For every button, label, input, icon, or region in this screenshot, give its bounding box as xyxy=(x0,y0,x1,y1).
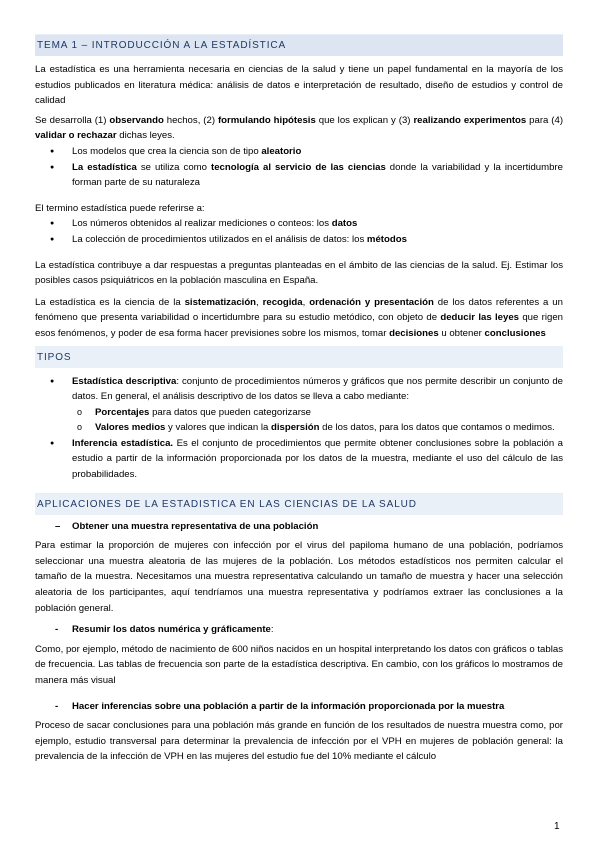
sample-paragraph: Para estimar la proporción de mujeres con infección por el virus del papiloma humano de una población, podríamos seleccionar una muestra aleatoria de las mujeres de la población. Los métodos estadísticos nos permiten calcular el tamaño de la muestra. Necesitamos una muestra representativa calculando un tamaño de muestra y hacer una selección aleatoria de los participantes, aquí tendríamos una muestra representativa y podríamos extraer las conclusiones a la población general. xyxy=(35,540,563,614)
term-paragraph: El termino estadística puede referirse a: xyxy=(35,202,205,214)
list-item: ● La colección de procedimientos utilizados en el análisis de datos: los métodos xyxy=(35,232,563,248)
application-heading: - Hacer inferencias sobre una población a partir de la información proporcionada por la muestra xyxy=(55,700,505,712)
types-bullet-list xyxy=(35,374,563,483)
intro-paragraph: La estadística es una herramienta necesaria en ciencias de la salud y tiene un papel fundamental en la mayoría de los estudios publicados en literatura médica: análisis de datos e interpretación de resultado, diseño de estudios y control de calidad xyxy=(35,64,563,107)
inference-paragraph: Proceso de sacar conclusiones para una población más grande en función de los resultados de nuestra muestra como, por ejemplo, estudio transversal para determinar la prevalencia de infección por el VPH en mujeres de población general: la prevalencia de la infección de VPH en las mujeres del estudio fue del 10% mediante el cálculo xyxy=(35,720,563,763)
descriptive-sub-list xyxy=(35,405,563,436)
list-item: ● La estadística se utiliza como tecnología al servicio de las ciencias donde la variabilidad y la incertidumbre forman parte de su naturaleza xyxy=(35,160,563,191)
list-item: ● Inferencia estadística. Es el conjunto de procedimientos que permite obtener conclusiones sobre la población a estudio a partir de la información proporcionada por los datos de la muestra, mediante el uso del cálculo de las probabilidades. xyxy=(35,436,563,483)
document-page xyxy=(35,34,563,765)
summary-paragraph: Como, por ejemplo, método de nacimiento de 600 niños nacidos en un hospital interpretando los datos con gráficos o tablas de frecuencia. Las tablas de frecuencia son parte de la estadística descriptiva. En cambio, con los gráficos lo mostramos de manera más visual xyxy=(35,643,563,686)
page-number: 1 xyxy=(554,821,560,832)
method-paragraph: Se desarrolla (1) observando hechos, (2) formulando hipótesis que los explican y (3) realizando experimentos para (4) validar o rechazar dichas leyes. xyxy=(35,114,564,142)
term-bullet-list xyxy=(35,216,563,247)
contribution-paragraph: La estadística contribuye a dar respuestas a preguntas planteadas en el ámbito de las ciencias de la salud. Ej. Estimar los posibles casos psiquiátricos en la población masculina en España. xyxy=(35,259,563,287)
list-item: ● Los modelos que crea la ciencia son de tipo aleatorio xyxy=(35,144,563,160)
list-item: o Porcentajes para datos que pueden categorizarse xyxy=(35,405,563,421)
section-header-tema1: TEMA 1 – INTRODUCCIÓN A LA ESTADÍSTICA xyxy=(35,34,563,56)
application-heading: - Resumir los datos numérica y gráficamente: xyxy=(55,624,274,636)
list-item: ● Los números obtenidos al realizar mediciones o conteos: los datos xyxy=(35,216,563,232)
list-item: ● Estadística descriptiva: conjunto de procedimientos números y gráficos que nos permite describir un conjunto de datos. En general, el análisis descriptivo de los datos se lleva a cabo mediante: o Porcentajes para datos que pueden categorizarse o Valores medios y valores que indican la dispersión de los datos, para los datos que contamos o medimos. xyxy=(35,374,563,436)
section-header-tipos: TIPOS xyxy=(35,346,563,368)
section-header-aplicaciones: APLICACIONES DE LA ESTADISTICA EN LAS CIENCIAS DE LA SALUD xyxy=(35,493,563,515)
model-bullet-list xyxy=(35,144,563,191)
application-heading: – Obtener una muestra representativa de una población xyxy=(55,520,319,532)
definition-paragraph: La estadística es la ciencia de la sistematización, recogida, ordenación y presentación de los datos referentes a un fenómeno que presenta variabilidad o incertidumbre para su estudio metódico, con objeto de deducir las leyes que rigen esos fenómenos, y poder de esa forma hacer previsiones sobre los mismos, tomar decisiones u obtener conclusiones xyxy=(35,296,564,339)
list-item: o Valores medios y valores que indican la dispersión de los datos, para los datos que contamos o medimos. xyxy=(35,420,563,436)
